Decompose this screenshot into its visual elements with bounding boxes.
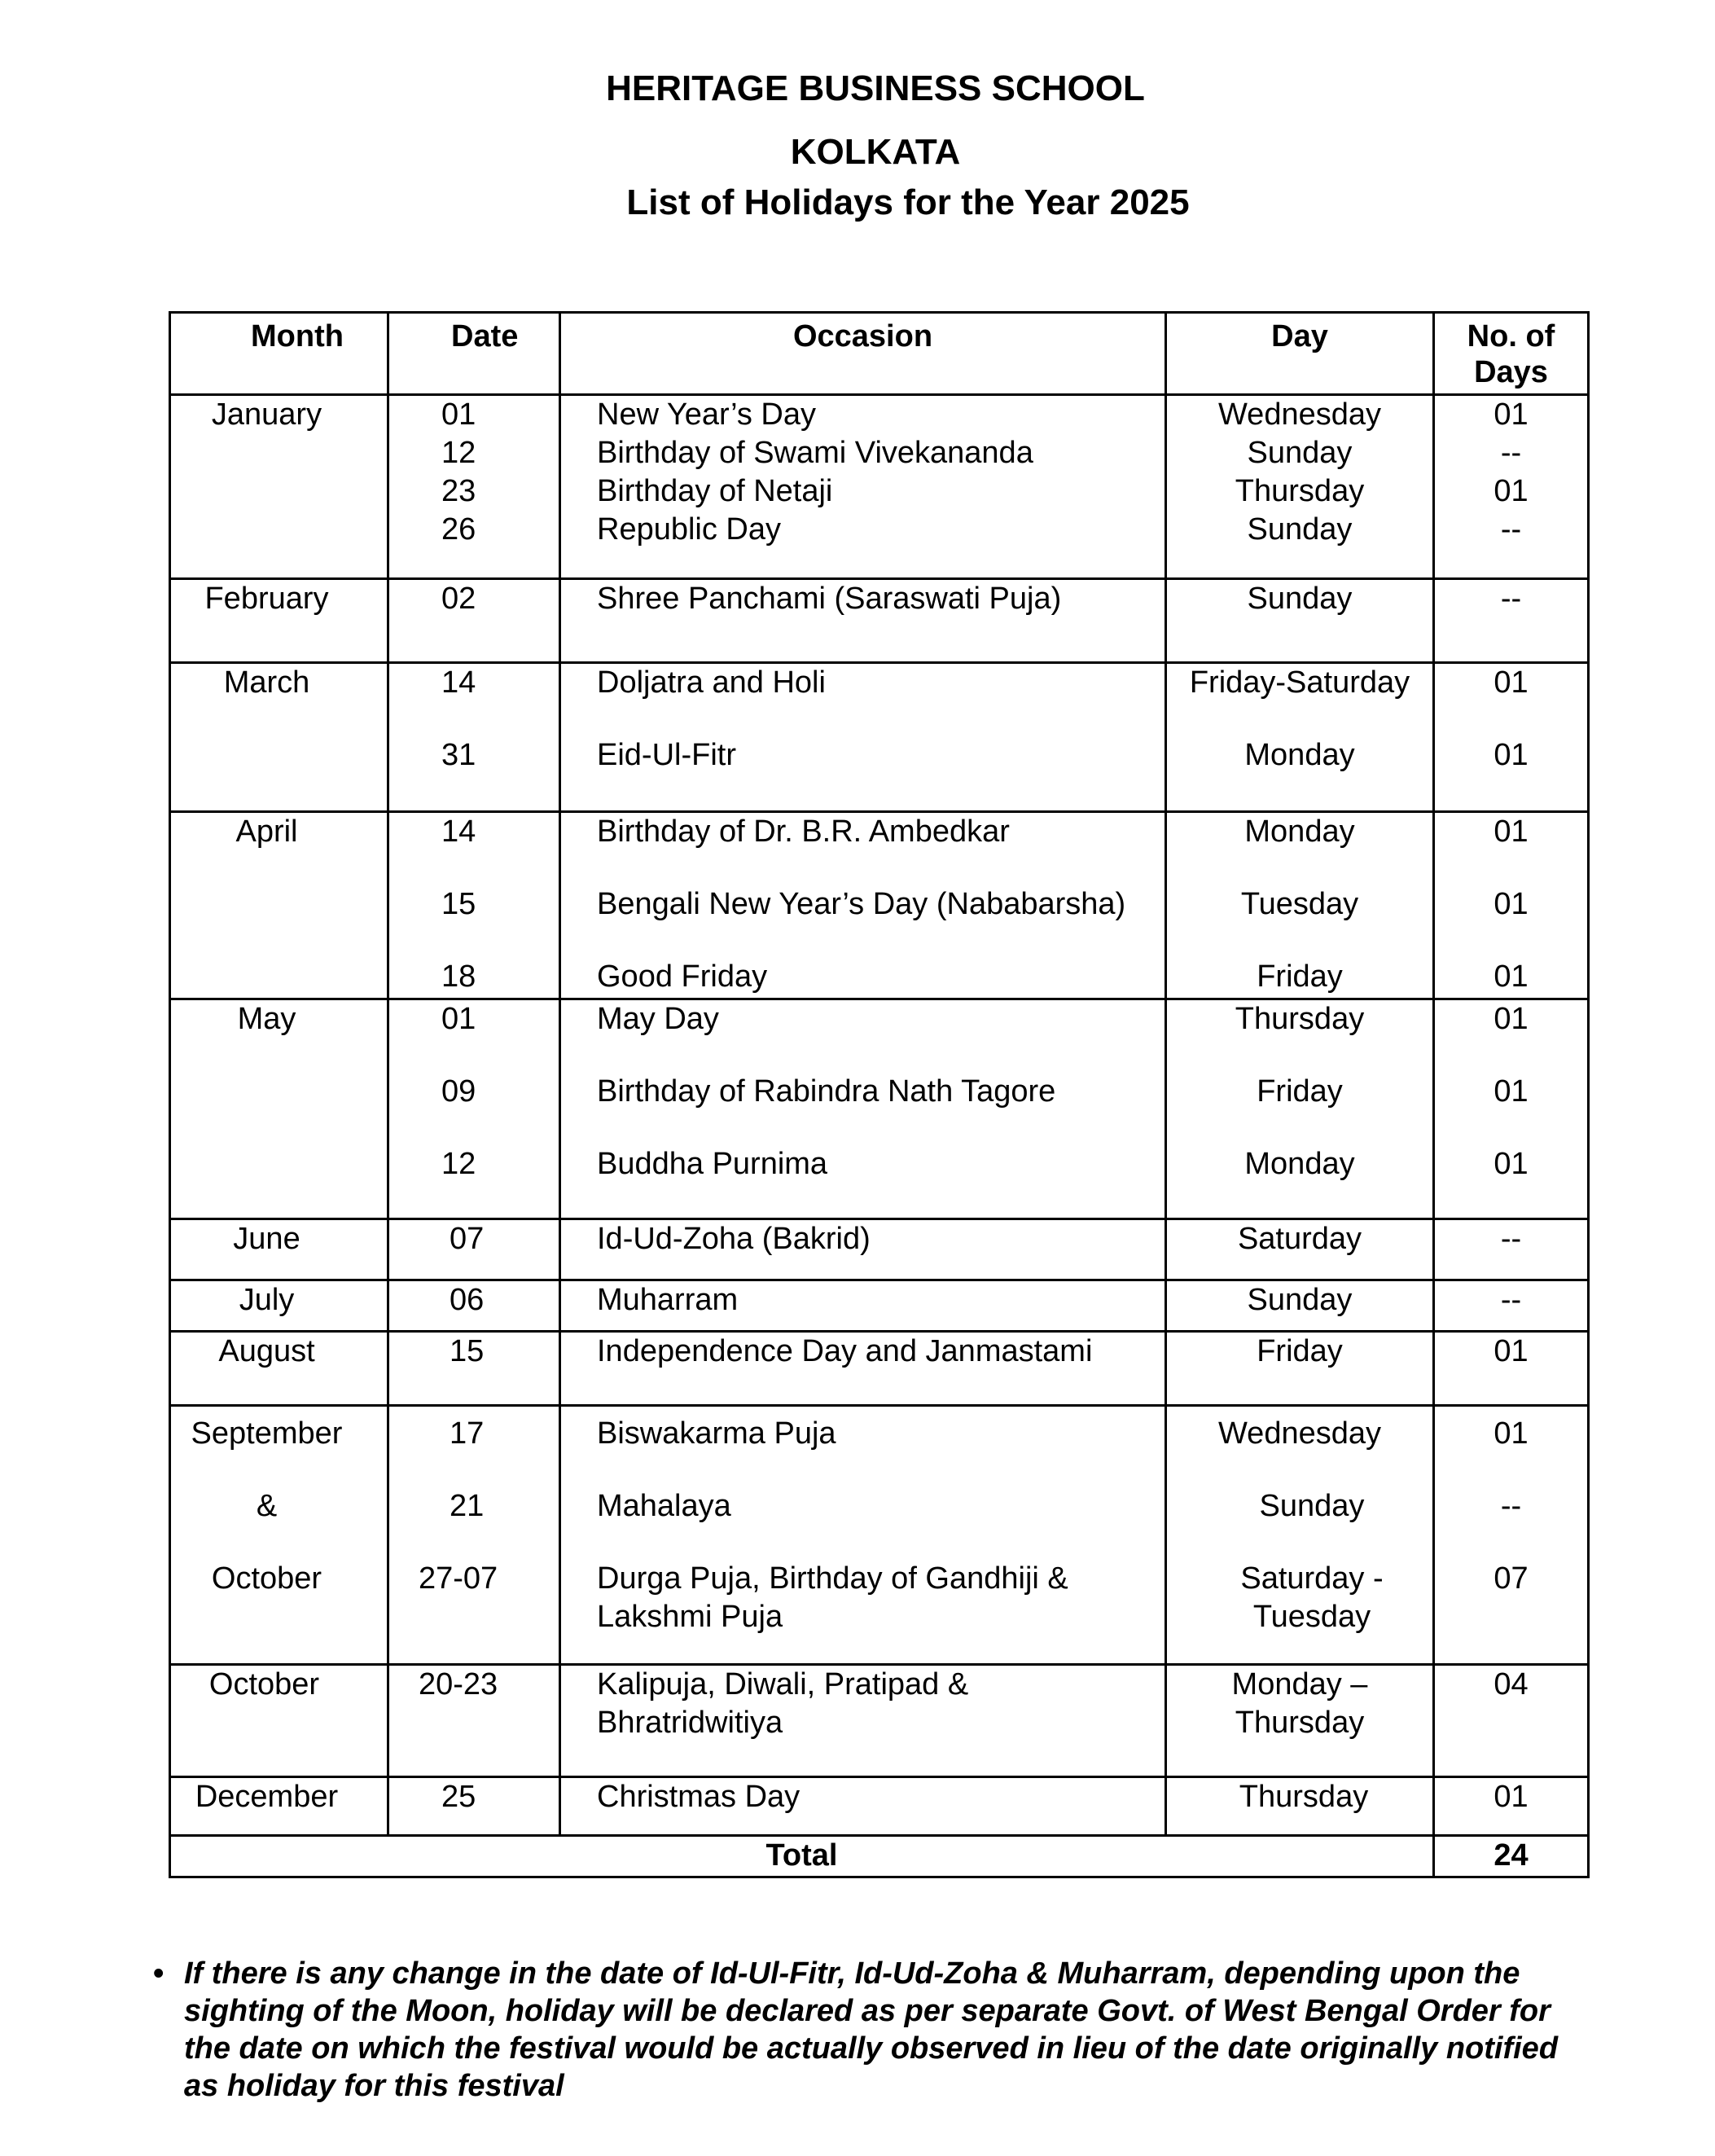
month-cell: February — [204, 582, 329, 616]
table-row — [170, 1777, 1589, 1836]
count-cell: 01 — [1493, 1147, 1529, 1181]
date-cell: 31 — [441, 738, 476, 772]
occasion-cell: Independence Day and Janmastami — [597, 1334, 1093, 1368]
table-row — [170, 1280, 1589, 1332]
date-cell: 14 — [441, 815, 476, 849]
count-cell: 01 — [1493, 738, 1529, 772]
day-cell: Sunday — [1247, 1283, 1353, 1317]
col-count-line1: No. of — [1467, 319, 1555, 353]
count-cell: -- — [1500, 1489, 1522, 1523]
table-row — [170, 1332, 1589, 1406]
date-cell: 23 — [441, 474, 476, 508]
date-cell: 15 — [441, 887, 476, 921]
col-count-line2: Days — [1474, 355, 1548, 389]
count-cell: 04 — [1493, 1667, 1529, 1702]
occasion-cell: Good Friday — [597, 959, 768, 994]
occasion-cell: Birthday of Swami Vivekananda — [597, 436, 1033, 470]
page-title: List of Holidays for the Year 2025 — [626, 182, 1190, 222]
bullet-icon: • — [153, 1956, 164, 1991]
count-cell: 01 — [1493, 1416, 1529, 1451]
occasion-cell: Muharram — [597, 1283, 739, 1317]
occasion-cell: New Year’s Day — [597, 397, 816, 432]
city-name: KOLKATA — [790, 132, 961, 172]
count-cell: -- — [1500, 1283, 1522, 1317]
count-cell: 01 — [1493, 887, 1529, 921]
day-cell: Thursday — [1235, 1002, 1365, 1036]
col-date: Date — [388, 313, 560, 395]
date-cell: 12 — [441, 1147, 476, 1181]
occasion-cell: May Day — [597, 1002, 719, 1036]
month-cell: July — [239, 1283, 295, 1317]
occasion-cell: Bengali New Year’s Day (Nababarsha) — [597, 887, 1126, 921]
total-row — [170, 1836, 1589, 1877]
month-cell: March — [223, 665, 310, 700]
holiday-table — [169, 311, 1590, 1878]
count-cell: 01 — [1493, 1334, 1529, 1368]
occasion-cell: Lakshmi Puja — [597, 1600, 783, 1634]
date-cell: 02 — [441, 582, 476, 616]
table-header-row — [170, 313, 1589, 395]
month-cell: January — [211, 397, 322, 432]
table-row — [170, 999, 1589, 1219]
count-cell: -- — [1500, 436, 1522, 470]
date-cell: 15 — [450, 1334, 485, 1368]
date-cell: 20-23 — [419, 1667, 498, 1702]
date-cell: 14 — [441, 665, 476, 700]
occasion-cell: Buddha Purnima — [597, 1147, 828, 1181]
occasion-cell: Republic Day — [597, 512, 781, 547]
count-cell: 01 — [1493, 665, 1529, 700]
month-cell: October — [208, 1667, 320, 1702]
occasion-cell: Bhratridwitiya — [597, 1706, 783, 1740]
count-cell: 01 — [1493, 474, 1529, 508]
month-cell: October — [211, 1561, 322, 1596]
count-cell: -- — [1500, 582, 1522, 616]
date-cell: 26 — [441, 512, 476, 547]
day-cell: Monday – — [1231, 1667, 1368, 1702]
table-row — [170, 1665, 1589, 1777]
footnote — [153, 1955, 1586, 2105]
day-cell: Sunday — [1247, 436, 1353, 470]
occasion-cell: Eid-Ul-Fitr — [597, 738, 736, 772]
footnote-text: If there is any change in the date of Id-Ul-Fitr, Id-Ud-Zoha & Muharram, depending upon the sighting of the Moon, holiday will be declared as per separate Govt. of West Bengal Order for the date on which the festival would be actually observed in lieu of the date originally notified as holiday for this festival — [184, 1956, 1559, 2103]
day-cell: Sunday — [1247, 512, 1353, 547]
day-cell: Friday — [1257, 959, 1343, 994]
day-cell: Sunday — [1247, 582, 1353, 616]
occasion-cell: Birthday of Dr. B.R. Ambedkar — [597, 815, 1010, 849]
day-cell: Monday — [1244, 738, 1355, 772]
occasion-cell: Id-Ud-Zoha (Bakrid) — [597, 1222, 871, 1256]
occasion-cell: Birthday of Rabindra Nath Tagore — [597, 1074, 1056, 1109]
occasion-cell: Mahalaya — [597, 1489, 731, 1523]
count-cell: 07 — [1493, 1561, 1529, 1596]
col-day: Day — [1166, 313, 1434, 395]
day-cell: Friday — [1257, 1334, 1343, 1368]
occasion-cell: Biswakarma Puja — [597, 1416, 836, 1451]
month-cell: & — [256, 1489, 278, 1523]
date-cell: 01 — [441, 1002, 476, 1036]
month-cell: September — [191, 1416, 343, 1451]
day-cell: Tuesday — [1252, 1600, 1371, 1634]
date-cell: 06 — [450, 1283, 485, 1317]
date-cell: 27-07 — [419, 1561, 498, 1596]
count-cell: 01 — [1493, 815, 1529, 849]
day-cell: Wednesday — [1218, 1416, 1381, 1451]
count-cell: 01 — [1493, 397, 1529, 432]
table-row — [170, 1406, 1589, 1665]
month-cell: May — [237, 1002, 296, 1036]
date-cell: 21 — [450, 1489, 485, 1523]
occasion-cell: Doljatra and Holi — [597, 665, 826, 700]
day-cell: Wednesday — [1218, 397, 1381, 432]
day-cell: Saturday - — [1240, 1561, 1384, 1596]
col-month: Month — [170, 313, 388, 395]
table-row — [170, 395, 1589, 579]
school-name: HERITAGE BUSINESS SCHOOL — [606, 68, 1145, 108]
month-cell: December — [195, 1780, 339, 1814]
date-cell: 17 — [450, 1416, 485, 1451]
month-cell: April — [235, 815, 298, 849]
day-cell: Sunday — [1259, 1489, 1365, 1523]
total-value: 24 — [1434, 1836, 1589, 1877]
table-row — [170, 579, 1589, 663]
day-cell: Thursday — [1235, 474, 1365, 508]
day-cell: Monday — [1244, 815, 1355, 849]
col-count — [1434, 313, 1589, 395]
day-cell: Thursday — [1239, 1780, 1369, 1814]
day-cell: Monday — [1244, 1147, 1355, 1181]
count-cell: -- — [1500, 512, 1522, 547]
occasion-cell: Christmas Day — [597, 1780, 800, 1814]
count-cell: -- — [1500, 1222, 1522, 1256]
day-cell: Friday-Saturday — [1189, 665, 1410, 700]
col-occasion: Occasion — [560, 313, 1166, 395]
day-cell: Saturday — [1237, 1222, 1362, 1256]
table-row — [170, 1219, 1589, 1280]
occasion-cell: Shree Panchami (Saraswati Puja) — [597, 582, 1062, 616]
month-cell: August — [218, 1334, 315, 1368]
count-cell: 01 — [1493, 959, 1529, 994]
day-cell: Thursday — [1235, 1706, 1365, 1740]
date-cell: 12 — [441, 436, 476, 470]
day-cell: Friday — [1257, 1074, 1343, 1109]
date-cell: 18 — [441, 959, 476, 994]
month-cell: June — [233, 1222, 300, 1256]
total-label: Total — [170, 1836, 1434, 1877]
date-cell: 07 — [450, 1222, 485, 1256]
occasion-cell: Durga Puja, Birthday of Gandhiji & — [597, 1561, 1068, 1596]
occasion-cell: Birthday of Netaji — [597, 474, 833, 508]
day-cell: Tuesday — [1240, 887, 1359, 921]
occasion-cell: Kalipuja, Diwali, Pratipad & — [597, 1667, 969, 1702]
table-row — [170, 663, 1589, 812]
table-row — [170, 812, 1589, 999]
count-cell: 01 — [1493, 1002, 1529, 1036]
date-cell: 09 — [441, 1074, 476, 1109]
count-cell: 01 — [1493, 1780, 1529, 1814]
date-cell: 01 — [441, 397, 476, 432]
count-cell: 01 — [1493, 1074, 1529, 1109]
date-cell: 25 — [441, 1780, 476, 1814]
